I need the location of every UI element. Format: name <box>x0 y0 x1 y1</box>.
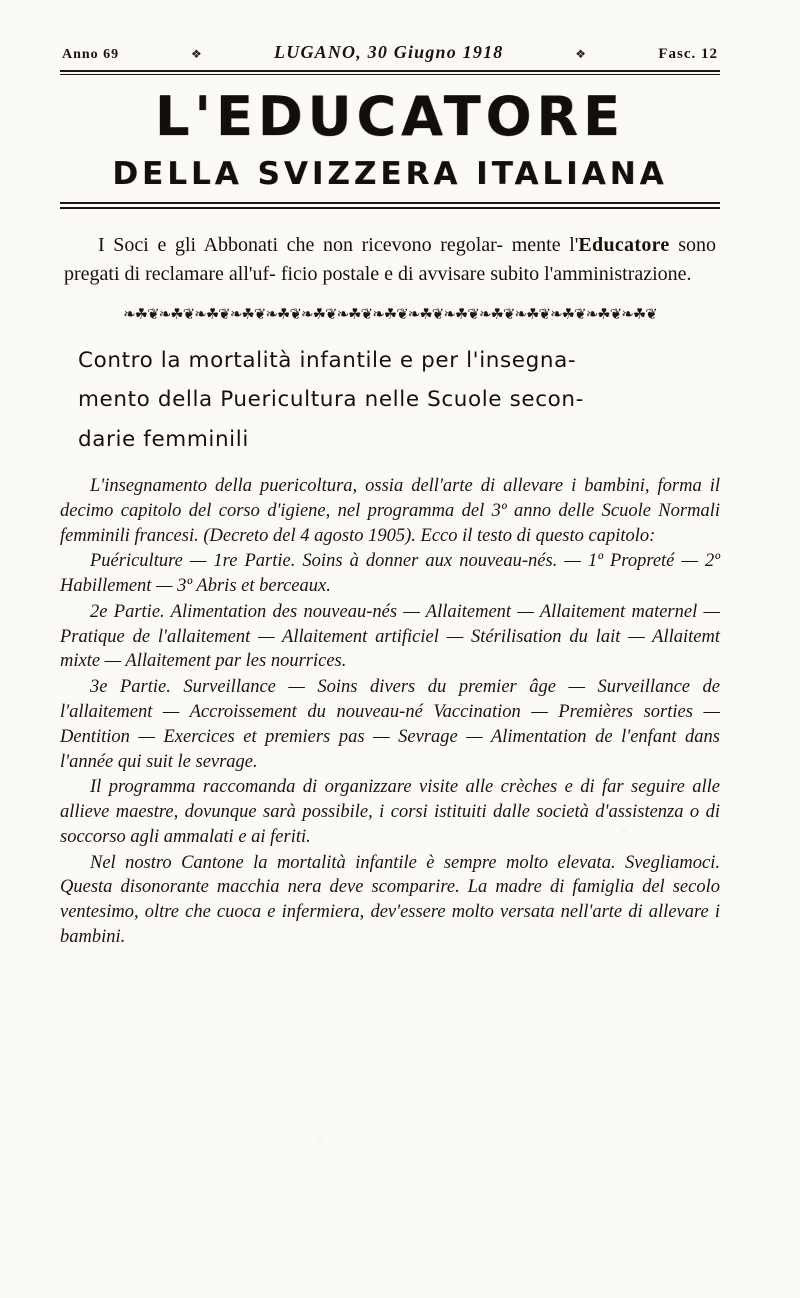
masthead-place-date: LUGANO, 30 Giugno 1918 <box>274 42 504 62</box>
article-paragraph: 2e Partie. Alimentation des nouveau-nés — Allaitement — Allaitement maternel — Pratique de l'allaitement — Allaitement artificiel — Stérilisation du lait — Allaitemt mixte — Allaitement par les nourrices. <box>60 601 720 672</box>
ornament-dot-right-icon: ❖ <box>575 47 587 61</box>
subscriber-notice <box>64 231 716 289</box>
masthead-issue-line <box>60 42 720 69</box>
notice-line-1: I Soci e gli Abbonati che non ricevono regolar- <box>98 233 504 256</box>
notice-line-2: mente l' <box>511 233 579 256</box>
publication-title: L'EDUCATORE <box>155 85 625 148</box>
article-paragraph: L'insegnamento della puericoltura, ossia dell'arte di allevare i bambini, forma il decimo capitolo del corso d'igiene, nel programma del 3º anno delle Scuole Normali femminili francesi. (Decreto del 4 agosto 1905). Ecco il testo di questo capitolo: <box>60 475 720 546</box>
ornament-dot-left-icon: ❖ <box>190 47 203 61</box>
notice-line-3: sono pregati di reclamare all'uf- <box>64 233 717 285</box>
page-content <box>60 42 720 951</box>
article-paragraph: 3e Partie. Surveillance — Soins divers du premier âge — Surveillance de l'allaitement — Accroissement du nouveau-né Vaccination — Premières sorties — Dentition — Exercices et premiers pas — Sevrage — Alimentation de l'enfant dans l'année qui suit le sevrage. <box>60 677 720 772</box>
notice-line-4: ficio postale e di avvisare subito l'amministrazione. <box>280 262 692 285</box>
masthead-anno: Anno 69 <box>62 47 120 62</box>
ornamental-divider: ❧☘❦❧☘❦❧☘❦❧☘❦❧☘❦❧☘❦❧☘❦❧☘❦❧☘❦❧☘❦❧☘❦❧☘❦❧☘❦❧☘❦❧☘❦ <box>123 304 657 323</box>
article-paragraph: Il programma raccomanda di organizzare visite alle crèches e di far seguire alle allieve maestre, dovunque sarà possibile, i corsi istituiti dalle società d'assistenza o di soccorso agli ammalati e ai feriti. <box>60 777 720 847</box>
article-heading <box>78 341 708 460</box>
masthead-divider-top <box>60 70 720 75</box>
article-paragraph: Puériculture — 1re Partie. Soins à donner aux nouveau-nés. — 1º Propreté — 2º Habillement — 3º Abris et berceaux. <box>60 551 720 597</box>
article-heading-line-3: darie femminili <box>78 427 249 453</box>
article-paragraph: Nel nostro Cantone la mortalità infantile è sempre molto elevata. Svegliamoci. Questa disonorante macchia nera deve scomparire. La madre di famiglia del secolo ventesimo, oltre che cuoca e infermiera, dev'essere molto versata nell'arte di allevare i bambini. <box>60 852 720 948</box>
article-heading-line-3-wrap <box>78 420 708 460</box>
masthead-divider-bottom <box>60 202 720 209</box>
article-heading-line-1: Contro la mortalità infantile e per l'insegna- <box>78 347 577 373</box>
masthead-fascicolo: Fasc. 12 <box>658 46 718 62</box>
notice-bold-educatore: Educatore <box>578 233 670 256</box>
article-body <box>60 474 720 950</box>
article-heading-line-2: mento della Puericultura nelle Scuole secon- <box>78 387 584 413</box>
publication-subtitle: DELLA SVIZZERA ITALIANA <box>112 155 668 192</box>
